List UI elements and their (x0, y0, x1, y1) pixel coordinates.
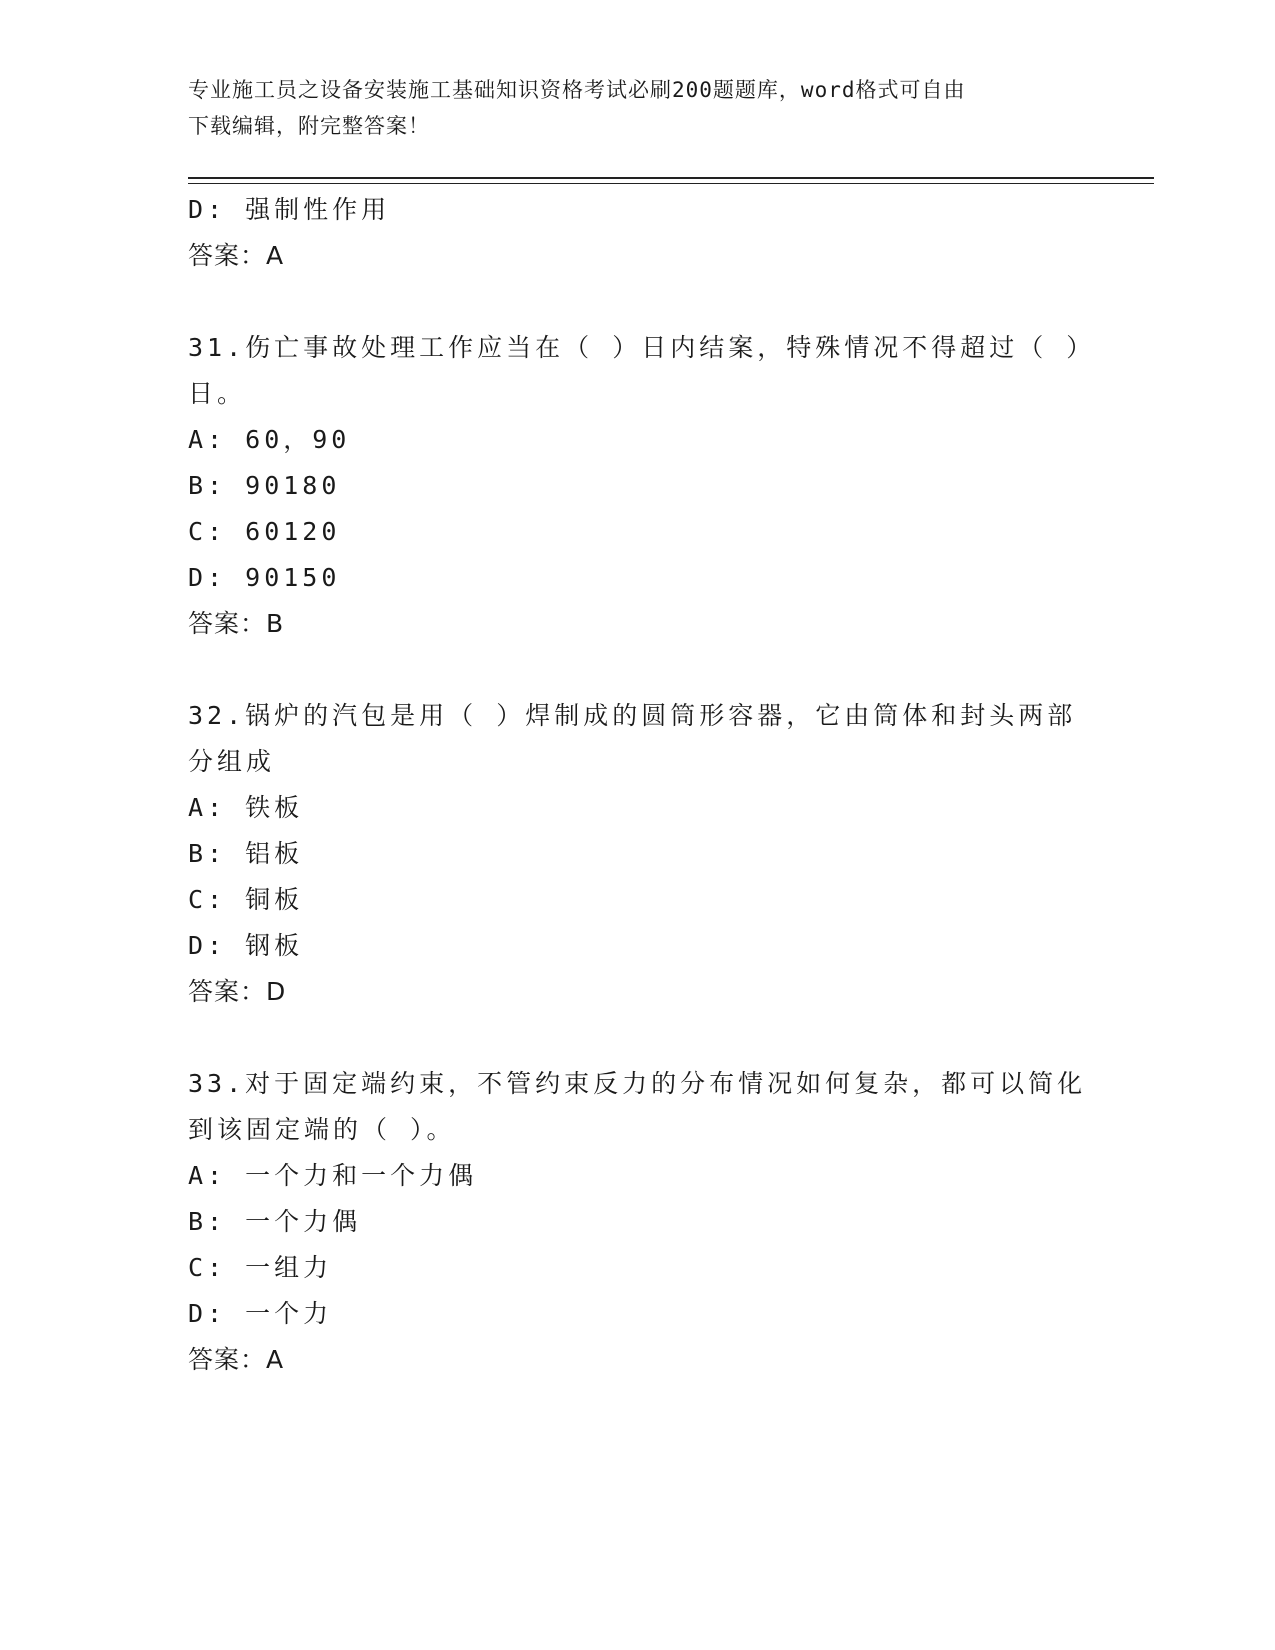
option-b: B: 一个力偶 (188, 1207, 362, 1236)
document-header (188, 72, 1088, 144)
header-divider-thin (188, 183, 1154, 184)
question-stem-line-2: 日。 (188, 379, 247, 408)
answer-line: 答案：B (188, 609, 285, 638)
header-line-2: 下载编辑，附完整答案！ (188, 114, 430, 138)
question-stem-line-1: 32.锅炉的汽包是用（ ）焊制成的圆筒形容器，它由筒体和封头两部 (188, 701, 1077, 730)
previous-question-tail (188, 187, 1088, 279)
answer-line: 答案：D (188, 977, 287, 1006)
answer-line: 答案：A (188, 241, 285, 270)
question-stem-line-1: 33.对于固定端约束，不管约束反力的分布情况如何复杂，都可以简化 (188, 1069, 1087, 1098)
header-line-1: 专业施工员之设备安装施工基础知识资格考试必刷200题题库，word格式可自由 (188, 78, 966, 102)
option-b: B: 90180 (188, 471, 341, 500)
spacer (188, 647, 1088, 693)
option-a: A: 铁板 (188, 793, 304, 822)
option-c: C: 一组力 (188, 1253, 333, 1282)
question-31 (188, 325, 1096, 647)
option-d: D: 强制性作用 (188, 195, 391, 224)
answer-line: 答案：A (188, 1345, 285, 1374)
spacer (188, 1015, 1088, 1061)
option-d: D: 90150 (188, 563, 341, 592)
header-divider-thick (188, 177, 1154, 179)
option-c: C: 铜板 (188, 885, 304, 914)
option-d: D: 钢板 (188, 931, 304, 960)
question-stem-line-1: 31.伤亡事故处理工作应当在（ ）日内结案，特殊情况不得超过（ ） (188, 333, 1096, 362)
question-content (188, 187, 1096, 1383)
option-d: D: 一个力 (188, 1299, 333, 1328)
question-stem-line-2: 分组成 (188, 747, 276, 776)
option-c: C: 60120 (188, 517, 341, 546)
question-32 (188, 693, 1088, 1015)
option-a: A: 一个力和一个力偶 (188, 1161, 478, 1190)
option-b: B: 铝板 (188, 839, 304, 868)
question-stem-line-2: 到该固定端的（ ）。 (188, 1115, 456, 1144)
question-33 (188, 1061, 1088, 1383)
option-a: A: 60，90 (188, 425, 351, 454)
spacer (188, 279, 1088, 325)
